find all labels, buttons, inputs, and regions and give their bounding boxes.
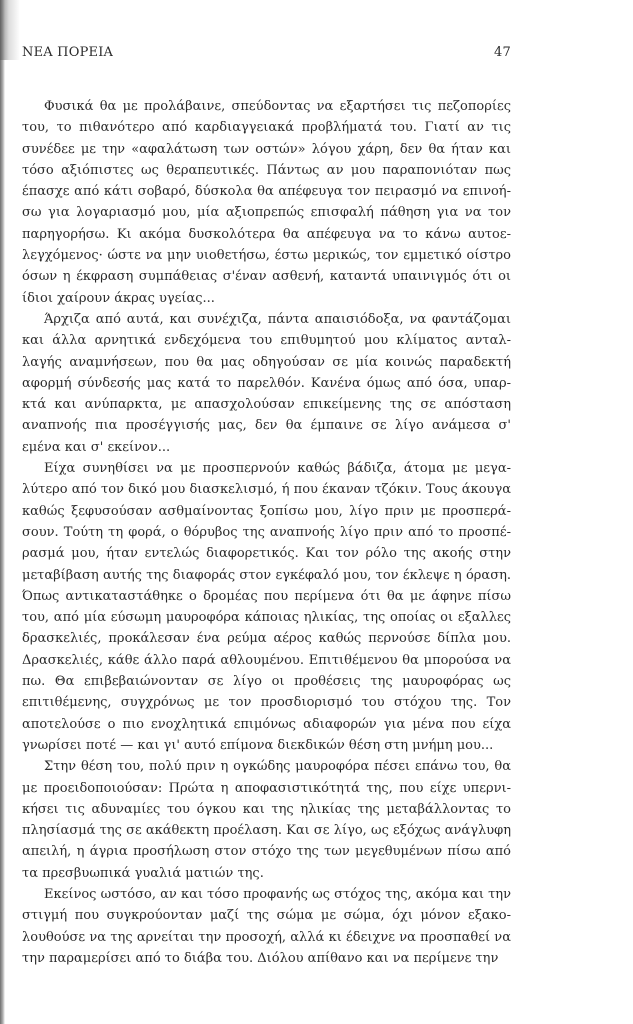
paragraph-3: Είχα συνηθίσει να με προσπερνούν καθώς βάδιζα, άτομα με μεγαλύτερο από τον δικό μου διασκελισμό, ή που έκαναν τζόκιν. Τους άκουγα καθώς ξεφυσούσαν ασθμαίνοντας ξοπίσω μου, λίγο πριν με προσπεράσουν. Τούτη τη φορά, ο θόρυβος της αναπνοής λίγο πριν από το προσπέρασμά μου, ήταν εντελώς διαφορετικός. Και τον ρόλο της ακοής στην μεταβίβαση αυτής της διαφοράς στον εγκέφαλό μου, τον έκλεψε η όραση. Όπως αντικαταστάθηκε ο δρομέας που περίμενα ότι θα με άφηνε πίσω του, από μία εύσωμη μαυροφόρα κάποιας ηλικίας, της οποίας οι εξαλλες δρασκελιές, προκάλεσαν ένα ρεύμα αέρος καθώς περνούσε δίπλα μου. Δρασκελιές, κάθε άλλο παρά αθλουμένου. Επιτιθέμενου θα μπορούσα να πω. Θα επιβεβαιώνονταν σε λίγο οι προθέσεις της μαυροφόρας ως επιτιθέμενης, συγχρόνως με τον προσδιορισμό του στόχου της. Τον αποτελούσε ο πιο ενοχλητικά επιμόνως αδιαφορών για μένα που είχα γνωρίσει ποτέ — και γι' αυτό επίμονα διεκδικών θέση στη μνήμη μου... (22, 461, 511, 753)
paragraph-5: Εκείνος ωστόσο, αν και τόσο προφανής ως στόχος της, ακόμα και την στιγμή που συγκρούονταν μαζί της σώμα με σώμα, όχι μόνον εξακολουθούσε να της αρνείται την προσοχή, αλλά κι έδειχνε να προσπαθεί να την παραμερίσει από το διάβα του. Διόλου απίθανο και να περίμενε την (22, 886, 511, 966)
paragraph-2: Άρχιζα από αυτά, και συνέχιζα, πάντα απαισιόδοξα, να φαντάζομαι και άλλα αρνητικά ενδεχόμενα του επιθυμητού μου κλίματος ανταλλαγής αναμνήσεων, που θα μας οδηγούσαν σε μία κοινώς παραδεκτή αφορμή σύνδεσής μας κατά το παρελθόν. Κανένα όμως από όσα, υπαρκτά και ανύπαρκτα, με απασχολούσαν επικείμενης της σε απόσταση αναπνοής πια προσέγγισής μας, δεν θα έμπαινε σε λίγο ανάμεσα σ' εμένα και σ' εκείνον... (22, 311, 511, 455)
scan-shadow-edge (0, 0, 5, 1024)
page-number: 47 (494, 45, 511, 60)
paragraph-4: Στην θέση του, πολύ πριν η ογκώδης μαυροφόρα πέσει επάνω του, θα με προειδοποιούσαν: Πρώτα η αποφασιστικότητά της, που είχε υπερνικήσει τις αδυναμίες του όγκου και της ηλικίας της μεταβάλλοντας το πλησίασμά της σε ακάθεκτη προέλαση. Και σε λίγο, ως εξόχως ανάγλυφη απειλή, η άγρια προσήλωση στον στόχο της των μεγεθυμένων πίσω από τα πρεσβυωπικά γυαλιά ματιών της. (22, 759, 511, 881)
running-head (22, 45, 511, 63)
paragraph-1: Φυσικά θα με προλάβαινε, σπεύδοντας να εξαρτήσει τις πεζοπορίες του, το πιθανότερο από καρδιαγγειακά προβλήματά του. Γιατί αν τις συνέδεε με την «αφαλάτωση των οστών» λόγου χάρη, δεν θα ήταν και τόσο αξιόπιστες ως θεραπευτικές. Πάντως αν μου παραπονιόταν πως έπασχε από κάτι σοβαρό, δύσκολα θα απέφευγα τον πειρασμό να επινοήσω για λογαριασμό μου, μία αξιοπρεπώς επισφαλή πάθηση για να τον παρηγορήσω. Κι ακόμα δυσκολότερα θα απέφευγα να το κάνω αυτοελεγχόμενος· ώστε να μην υιοθετήσω, έστω μερικώς, τον εμμετικό οίστρο όσων η έκφραση συμπάθειας σ'έναν ασθενή, καταντά υπαινιγμός ότι οι ίδιοι χαίρουν άκρας υγείας... (22, 99, 511, 306)
body-text (22, 96, 511, 969)
journal-title: ΝΕΑ ΠΟΡΕΙΑ (22, 45, 114, 60)
scan-shadow-corner (0, 0, 20, 60)
